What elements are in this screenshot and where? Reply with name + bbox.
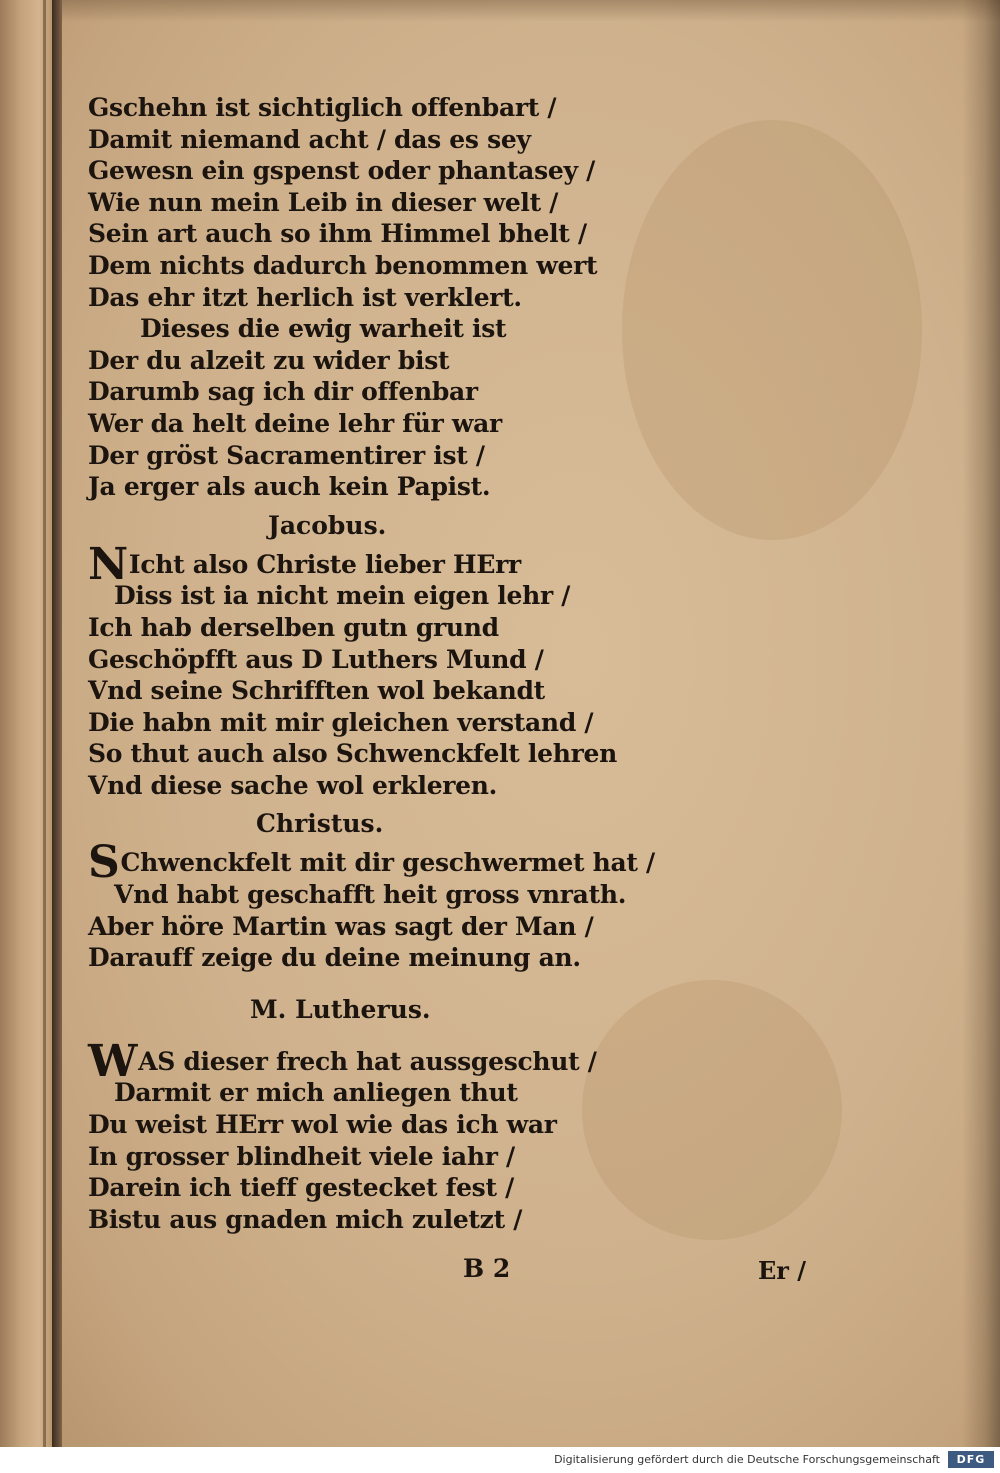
verse-block-christus [88,837,655,973]
verse-line: Das ehr itzt herlich ist verklert. [88,282,522,312]
verse-line: Dieses die ewig warheit ist [140,314,507,344]
verse-lines [88,1077,648,1235]
top-shadow [62,0,1000,22]
verse-line-text: AS dieser frech hat aussgeschut / [138,1046,597,1076]
verse-line: Damit niemand acht / das es sey [88,124,531,154]
speaker-heading-lutherus: M. Lutherus. [250,994,431,1024]
verse-line: Die habn mit mir gleichen verstand / [88,707,594,737]
verse-line: Gschehn ist sichtiglich offenbart / [88,93,557,122]
drop-initial: S [88,837,120,889]
catchword: Er / [758,1256,807,1285]
speaker-heading-christus: Christus. [256,809,384,839]
right-edge-shadow [962,0,1000,1447]
funding-credit: Digitalisierung gefördert durch die Deutsche Forschungsgemeinschaft [554,1453,940,1466]
verse-line: Ja erger als auch kein Papist. [88,472,491,502]
signature-mark: B 2 [463,1254,511,1283]
verse-line-first [88,1035,648,1087]
verse-line-first [88,837,655,889]
verse-line: Darumb sag ich dir offenbar [88,377,478,407]
verse-line: Wie nun mein Leib in dieser welt / [88,187,559,217]
verse-line: Wer da helt deine lehr für war [88,408,502,438]
verse-line: Der du alzeit zu wider bist [88,345,450,375]
verse-line: Du weist HErr wol wie das ich war [88,1110,557,1140]
paper-stain [622,120,922,540]
verse-lines [88,879,648,974]
verse-line-first [88,538,648,590]
verse-block-jacobus [88,538,648,802]
verse-line: Dem nichts dadurch benommen wert [88,250,598,280]
footer-bar [0,1447,1000,1473]
verse-line: Darein ich tieff gestecket fest / [88,1173,514,1203]
verse-line-text: Icht also Christe lieber HErr [128,549,521,579]
verse-lines [88,580,648,801]
verse-line-text: Chwenckfelt mit dir geschwermet hat / [120,848,655,878]
verse-line: Gewesn ein gspenst oder phantasey / [88,156,595,186]
verse-line: Der gröst Sacramentirer ist / [88,440,485,470]
left-page-edge [0,0,52,1447]
verse-line: Bistu aus gnaden mich zuletzt / [88,1204,523,1234]
verse-line: Diss ist ia nicht mein eigen lehr / [114,581,571,611]
verse-line: Darmit er mich anliegen thut [114,1078,518,1108]
verse-line: In grosser blindheit viele iahr / [88,1141,515,1171]
verse-line: Vnd habt geschafft heit gross vnrath. [114,880,627,910]
verse-line: Sein art auch so ihm Himmel bhelt / [88,219,587,249]
verse-line: Geschöpfft aus D Luthers Mund / [88,644,544,674]
verse-block-lutherus [88,1035,648,1236]
verse-line: Ich hab derselben gutn grund [88,612,499,642]
text-block [88,92,655,1235]
verse-line: Aber höre Martin was sagt der Man / [88,911,594,941]
verse-line: Vnd diese sache wol erkleren. [88,770,498,800]
verse-line: So thut auch also Schwenckfelt lehren [88,739,617,769]
verse-block-1 [88,92,648,503]
verse-line: Vnd seine Schrifften wol bekandt [88,676,545,706]
speaker-heading-jacobus: Jacobus. [268,510,387,540]
drop-initial: W [88,1035,138,1087]
drop-initial: N [88,538,128,590]
dfg-logo: DFG [948,1451,994,1468]
verse-line: Darauff zeige du deine meinung an. [88,943,581,973]
